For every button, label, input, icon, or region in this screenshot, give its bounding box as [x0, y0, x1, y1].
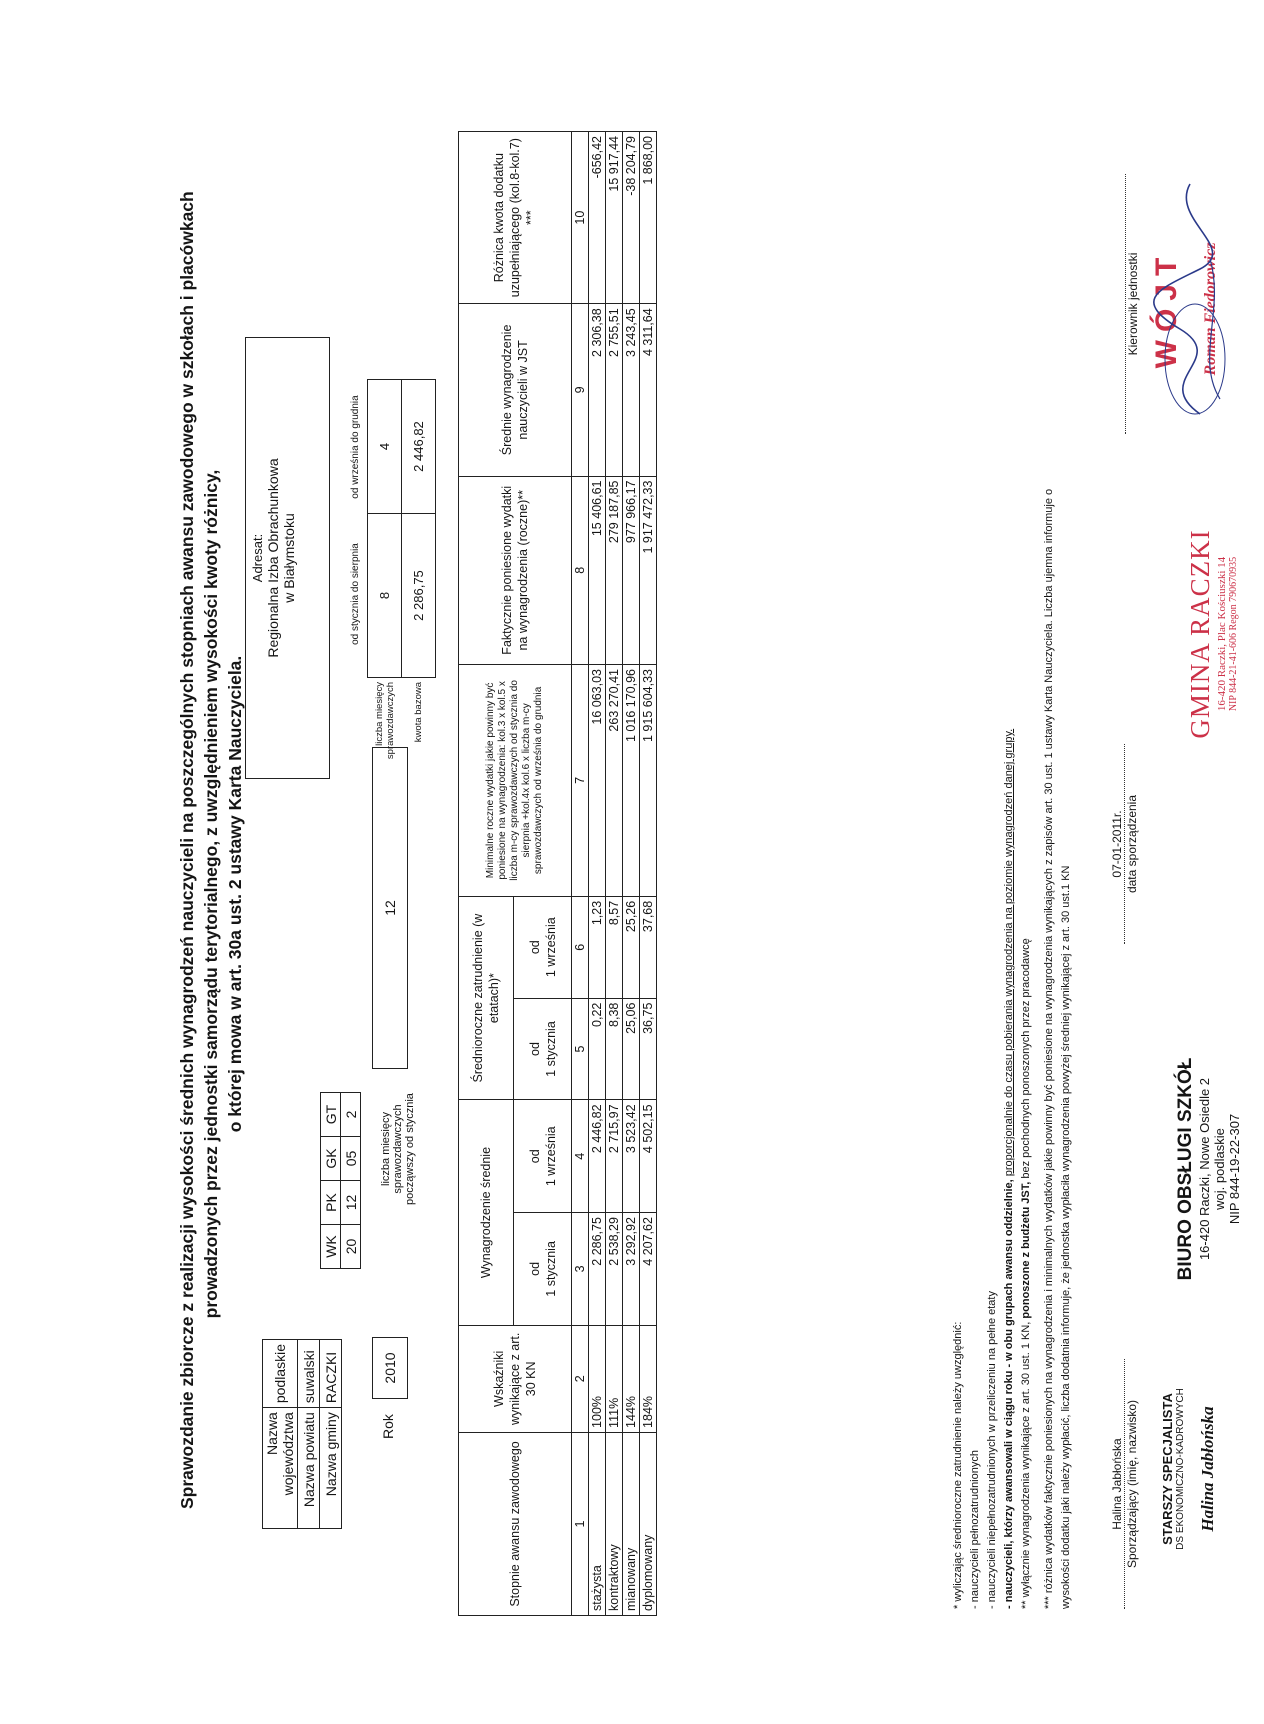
table-row	[589, 132, 606, 1616]
title-line-2: prowadzonych przez jednostki samorządu terytorialnego, z uwzględnieniem wysokości kwoty różnicy,	[201, 469, 221, 1319]
col-header-faktyczne: Faktycznie poniesione wydatki na wynagrodzenia (roczne)**	[459, 476, 572, 664]
cell-value: 8,57	[606, 896, 623, 998]
year-value: 2010	[372, 1337, 408, 1399]
od-wrzesnia-text: 1 września	[543, 917, 558, 978]
period-row-label-2: sprawozdawczych	[384, 682, 396, 760]
od-text: od	[527, 1042, 542, 1056]
cell-value: 1 915 604,33	[640, 665, 657, 897]
subheader-od-stycznia	[514, 998, 572, 1100]
od-text: od	[527, 1261, 542, 1276]
period-value: 4	[368, 380, 402, 514]
code-value: 2	[341, 1093, 361, 1137]
col-number: 10	[572, 132, 589, 304]
address-box	[245, 337, 330, 779]
cell-value: 16 063,03	[589, 665, 606, 897]
title-line-3: o której mowa w art. 30a ust. 2 ustawy Karta Nauczyciela.	[225, 655, 245, 1133]
cell-value: -656,42	[589, 132, 606, 304]
od-stycznia-text: 1 stycznia	[543, 1241, 558, 1297]
footnote: - nauczycieli niepełnozatrudnionych w przeliczeniu na pełne etaty	[986, 1291, 998, 1609]
period-row-label-1: liczba miesięcy	[373, 682, 385, 746]
table-row	[623, 132, 640, 1616]
period-value: 2 286,75	[402, 514, 436, 678]
code-value: 12	[341, 1181, 361, 1225]
head-label: Kierownik jednostki	[1125, 174, 1140, 434]
footnotes	[952, 209, 1077, 1609]
preparer-block	[1110, 1359, 1139, 1609]
gmina-stamp	[1185, 469, 1239, 799]
gmina-address: 16-420 Raczki, Plac Kościuszki 14	[1216, 556, 1228, 712]
table-row	[606, 132, 623, 1616]
address-line-1: Regionalna Izba Obrachunkowa	[265, 458, 281, 658]
stamp-subtitle: DS EKONOMICZNO-KADROWYCH	[1175, 1388, 1186, 1550]
region-label: Nazwa powiatu	[298, 1408, 320, 1529]
period-header: od września do grudnia	[350, 395, 361, 499]
col-header-minimalne: Minimalne roczne wydatki jakie powinny być poniesione na wynagrodzenia: kol.3 x kol.5 x liczba m-cy sprawozdawczych od stycznia do sierpnia +kol.4x kol.6 x liczba m-cy sprawozdawczych od września do grudnia	[459, 665, 572, 897]
cell-value: 15 917,44	[606, 132, 623, 304]
region-value: RACZKI	[320, 1340, 342, 1408]
col-number: 5	[572, 998, 589, 1100]
cell-value: 977 966,17	[623, 476, 640, 664]
od-wrzesnia-text: 1 września	[543, 1126, 558, 1187]
subheader-od-wrzesnia	[514, 1100, 572, 1213]
months-value: 12	[372, 747, 408, 1069]
col-header-srednie: Średnie wynagrodzenie nauczycieli w JST	[459, 304, 572, 476]
code-value: 05	[341, 1137, 361, 1181]
cell-value: 1 016 170,96	[623, 665, 640, 897]
footnote-bold: ponoszone z budżetu JST,	[1020, 1181, 1032, 1319]
od-text: od	[527, 940, 542, 955]
cell-value: 2 755,51	[606, 304, 623, 476]
gmina-name: GMINA RACZKI	[1185, 529, 1215, 739]
col-number: 2	[572, 1325, 589, 1432]
footnote	[1020, 209, 1033, 1609]
region-value: podlaskie	[263, 1340, 298, 1408]
footnote	[1003, 209, 1016, 1609]
cell-value: -38 204,79	[623, 132, 640, 304]
cell-stopien: stażysta	[589, 1432, 606, 1615]
footnote-bold: - nauczycieli, którzy awansowali w ciągu roku - w obu grupach awansu oddzielnie,	[1003, 1179, 1015, 1609]
biuro-address: 16-420 Raczki, Nowe Osiedle 2	[1197, 1077, 1212, 1261]
months-label-line-2: począwszy od stycznia	[404, 1093, 416, 1205]
periods-table	[367, 379, 436, 764]
stamp-title: STARSZY SPECJALISTA	[1160, 1393, 1175, 1545]
region-value: suwalski	[298, 1340, 320, 1408]
cell-value: 2 446,82	[589, 1100, 606, 1213]
period-header: od stycznia do sierpnia	[350, 543, 361, 645]
year-label: Rok	[380, 1414, 396, 1439]
cell-value: 36,75	[640, 998, 657, 1100]
wojt-name: Roman Fiedorowicz	[1202, 242, 1219, 376]
code-header: GT	[321, 1093, 341, 1137]
code-header: PK	[321, 1181, 341, 1225]
report-title	[175, 191, 247, 1509]
footnote: * wyliczając średnioroczne zatrudnienie należy uwzględnić:	[952, 1321, 964, 1609]
col-header-wynagrodzenie: Wynagrodzenie średnie	[459, 1100, 514, 1325]
cell-value: 4 207,62	[640, 1213, 657, 1326]
biuro-name: BIURO OBSŁUGI SZKÓŁ	[1175, 1057, 1196, 1281]
code-header: GK	[321, 1137, 341, 1181]
cell-value: 3 292,92	[623, 1213, 640, 1326]
col-number: 6	[572, 896, 589, 998]
table-row	[640, 132, 657, 1616]
gmina-nip: NIP 844-21-41-606 Regon 790670935	[1228, 556, 1239, 712]
col-number: 3	[572, 1213, 589, 1326]
region-table	[262, 1339, 342, 1529]
specialist-stamp	[1160, 1339, 1218, 1599]
preparer-label: Sporządzający (imię, nazwisko)	[1124, 1359, 1139, 1609]
months-label	[380, 1074, 416, 1224]
col-number: 7	[572, 665, 589, 897]
months-label-line-1: liczba miesięcy sprawozdawczych	[380, 1104, 404, 1194]
cell-stopien: mianowany	[623, 1432, 640, 1615]
cell-value: 2 715,97	[606, 1100, 623, 1213]
cell-value: 1 868,00	[640, 132, 657, 304]
cell-wskaznik: 144%	[623, 1325, 640, 1432]
title-line-1: Sprawozdanie zbiorcze z realizacji wysokości średnich wynagrodzeń nauczycieli na poszczególnych stopniach awansu zawodowego w szkołach i placówkach	[177, 191, 197, 1509]
period-value: 2 446,82	[402, 380, 436, 514]
cell-value: 4 502,15	[640, 1100, 657, 1213]
cell-wskaznik: 184%	[640, 1325, 657, 1432]
cell-stopien: kontraktowy	[606, 1432, 623, 1615]
cell-value: 15 406,61	[589, 476, 606, 664]
cell-value: 1 917 472,33	[640, 476, 657, 664]
od-text: od	[527, 1149, 542, 1164]
wojt-title: WÓJT	[1150, 249, 1183, 369]
footnote-underlined: proporcjonalnie do czasu pobierania wynagrodzenia na poziomie wynagrodzeń danej grupy.	[1003, 728, 1015, 1177]
cell-value: 1,23	[589, 896, 606, 998]
cell-wskaznik: 111%	[606, 1325, 623, 1432]
col-number: 8	[572, 476, 589, 664]
col-header-zatrudnienie: Średnioroczne zatrudnienie (w etatach)*	[459, 896, 514, 1100]
col-header-roznica: Różnica kwota dodatku uzupełniającego (kol.8-kol.7) ***	[459, 132, 572, 304]
cell-value: 2 538,29	[606, 1213, 623, 1326]
date-value: 07-01-2011r.	[1110, 810, 1124, 878]
cell-value: 25,06	[623, 998, 640, 1100]
footnote-text: bez pochodnych ponoszonych przez pracodawcę	[1020, 938, 1032, 1179]
region-label: Nazwa gminy	[320, 1408, 342, 1529]
code-header: WK	[321, 1225, 341, 1269]
cell-value: 4 311,64	[640, 304, 657, 476]
biuro-voivodeship: woj. podlaskie	[1212, 1128, 1227, 1210]
cell-value: 37,68	[640, 896, 657, 998]
period-row-label	[368, 678, 402, 765]
footnote: wysokości dodatku jaki należy wypłacić, liczba dodatnia informuje, że jednostka wypłaciła wynagrodzenia powyżej średniej wynikającej z art. 30 ust.1 KN	[1060, 865, 1072, 1609]
cell-value: 8,38	[606, 998, 623, 1100]
date-label: data sporządzenia	[1124, 744, 1139, 944]
head-block	[1125, 174, 1140, 434]
footnote: *** różnica wydatków faktycznie poniesionych na wynagrodzenia i minimalnych wydatków jakie powinny być poniesione na wynagrodzenia wynikających z zapisów art. 30 ust. 1 ustawy Karta Nauczyciela. Liczba ujemna informuje o	[1043, 488, 1055, 1609]
address-label: Adresat:	[250, 533, 265, 583]
codes-table	[320, 1092, 361, 1269]
date-block	[1110, 744, 1139, 944]
period-value: 8	[368, 514, 402, 678]
col-number: 1	[572, 1432, 589, 1615]
col-number: 4	[572, 1100, 589, 1213]
period-row-label: kwota bazowa	[413, 682, 424, 743]
cell-wskaznik: 100%	[589, 1325, 606, 1432]
col-header-stopnie: Stopnie awansu zawodowego	[459, 1432, 572, 1615]
biuro-stamp	[1175, 1019, 1242, 1319]
od-stycznia-text: 1 stycznia	[543, 1021, 558, 1077]
cell-value: 25,26	[623, 896, 640, 998]
cell-stopien: dyplomowany	[640, 1432, 657, 1615]
col-number: 9	[572, 304, 589, 476]
footnote-text: ** wyłącznie wynagrodzenia wynikające z art. 30 ust. 1 KN,	[1020, 1321, 1032, 1609]
cell-value: 263 270,41	[606, 665, 623, 897]
biuro-nip: NIP 844-19-22-307	[1227, 1113, 1242, 1225]
cell-value: 2 286,75	[589, 1213, 606, 1326]
preparer-name: Halina Jabłońska	[1110, 1438, 1124, 1530]
cell-value: 2 306,38	[589, 304, 606, 476]
cell-value: 3 523,42	[623, 1100, 640, 1213]
address-line-2: w Białymstoku	[281, 513, 297, 603]
region-label: Nazwa województwa	[263, 1408, 298, 1529]
main-table	[458, 131, 657, 1616]
subheader-od-wrzesnia	[514, 896, 572, 998]
signature-halina: Halina Jabłońska	[1198, 1406, 1217, 1532]
col-header-wskazniki: Wskaźniki wynikające z art. 30 KN	[459, 1325, 572, 1432]
cell-value: 279 187,85	[606, 476, 623, 664]
cell-value: 3 243,45	[623, 304, 640, 476]
code-value: 20	[341, 1225, 361, 1269]
subheader-od-stycznia	[514, 1213, 572, 1326]
footnote: - nauczycieli pełnozatrudnionych	[969, 1450, 981, 1609]
cell-value: 0,22	[589, 998, 606, 1100]
signature-wojt-icon	[1140, 179, 1240, 419]
